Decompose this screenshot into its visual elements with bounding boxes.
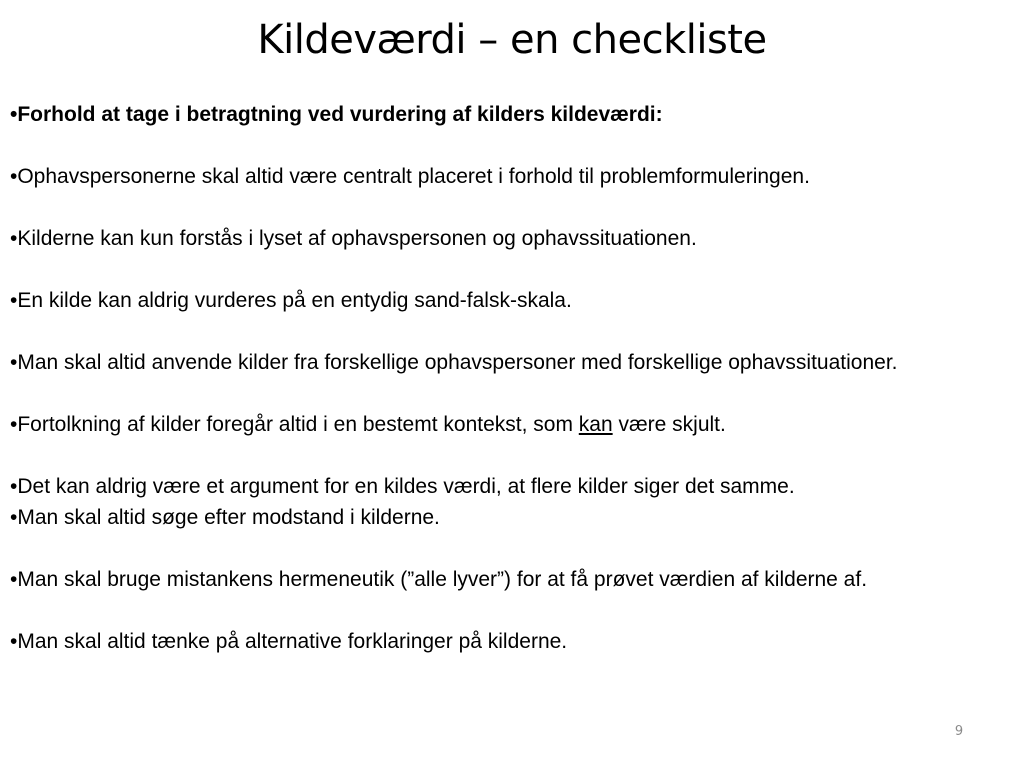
bullet-3: •En kilde kan aldrig vurderes på en entydig sand-falsk-skala.: [10, 289, 572, 312]
bullet-8: •Man skal bruge mistankens hermeneutik (”alle lyver”) for at få prøvet værdien af kilderne af.: [10, 568, 868, 591]
bullet-5-text-start: •Fortolkning af kilder foregår altid i en bestemt kontekst, som: [10, 413, 579, 436]
bullet-1: •Ophavspersonerne skal altid være centralt placeret i forhold til problemformuleringen.: [10, 165, 810, 188]
bullet-7: •Man skal altid søge efter modstand i kilderne.: [10, 506, 440, 529]
bullet-4: •Man skal altid anvende kilder fra forskellige ophavspersoner med forskellige ophavssituationer.: [10, 351, 898, 374]
bullet-6: •Det kan aldrig være et argument for en kildes værdi, at flere kilder siger det samme.: [10, 475, 795, 498]
checklist-heading: •Forhold at tage i betragtning ved vurdering af kilders kildeværdi:: [10, 103, 663, 126]
bullet-5-underlined-word: kan: [578, 413, 613, 436]
bullet-5: [10, 409, 1014, 440]
slide-number: 9: [954, 724, 964, 739]
slide-title: Kildeværdi – en checkliste: [257, 17, 767, 63]
slide-body: [10, 99, 1014, 657]
bullet-5-text-end: være skjult.: [612, 413, 726, 436]
bullet-2: •Kilderne kan kun forstås i lyset af ophavspersonen og ophavssituationen.: [10, 227, 697, 250]
bullet-9: •Man skal altid tænke på alternative forklaringer på kilderne.: [10, 630, 568, 653]
